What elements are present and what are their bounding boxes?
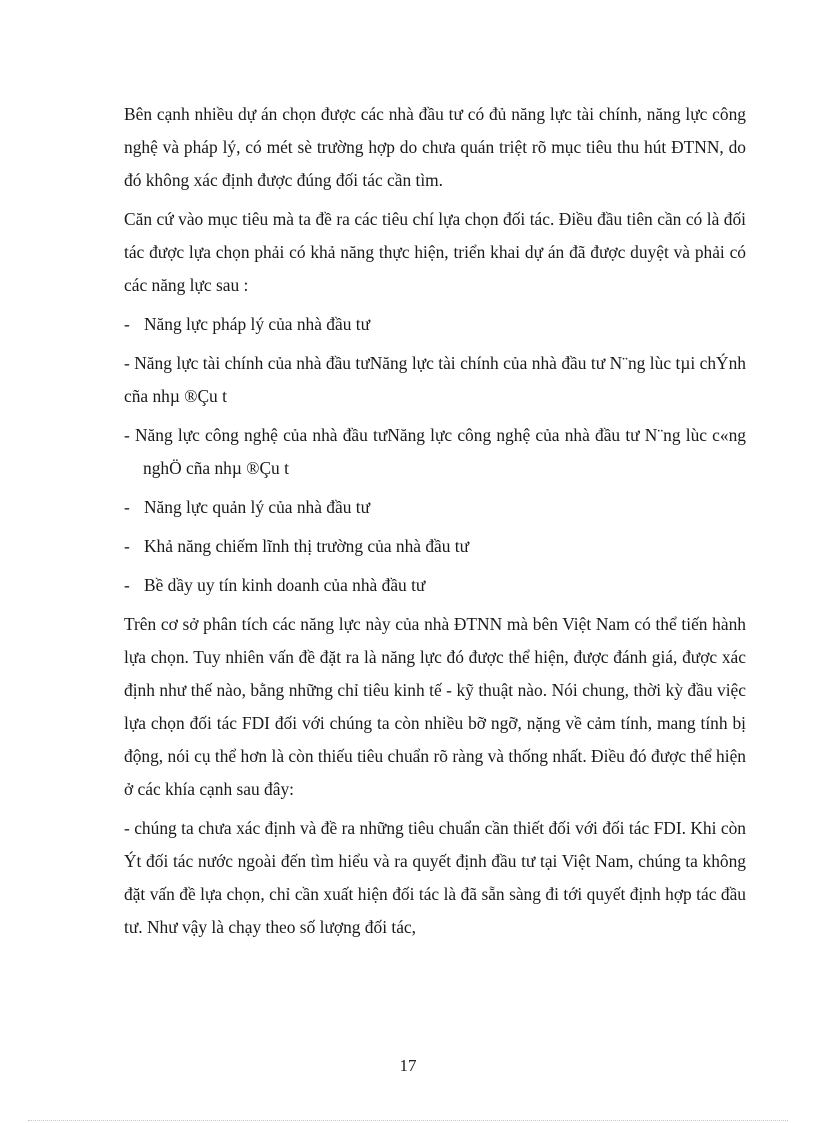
list-item: - Năng lực tài chính của nhà đầu tưNăng lực tài chính của nhà đầu tư N¨ng lùc tµi chÝnh cña nhµ ®Çu t: [124, 353, 746, 406]
list-item: - Năng lực công nghệ của nhà đầu tưNăng lực công nghệ của nhà đầu tư N¨ng lùc c«ng nghÖ cña nhµ ®Çu t: [124, 425, 746, 478]
list-item: [124, 530, 746, 563]
dash-marker: -: [124, 314, 130, 334]
dash-marker: -: [124, 575, 130, 595]
list-item-text: Bề dầy uy tín kinh doanh của nhà đầu tư: [144, 575, 426, 595]
list-item: [124, 569, 746, 602]
dash-marker: -: [124, 497, 130, 517]
dash-marker: -: [124, 536, 130, 556]
list-item-text: Năng lực pháp lý của nhà đầu tư: [144, 314, 371, 334]
paragraph-4: - chúng ta chưa xác định và đề ra những tiêu chuẩn cần thiết đối với đối tác FDI. Khi còn Ýt đối tác nước ngoài đến tìm hiểu và ra quyết định đầu tư tại Việt Nam, chúng ta không đặt vấn đề lựa chọn, chỉ cần xuất hiện đối tác là đã sẵn sàng đi tới quyết định hợp tác đầu tư. Như vậy là chạy theo số lượng đối tác,: [124, 818, 746, 937]
page-bottom-divider: [28, 1120, 788, 1121]
list-item-text: Năng lực quản lý của nhà đầu tư: [144, 497, 371, 517]
paragraph-1: Bên cạnh nhiều dự án chọn được các nhà đầu tư có đủ năng lực tài chính, năng lực công nghệ và pháp lý, có mét sè trường hợp do chưa quán triệt rõ mục tiêu thu hút ĐTNN, do đó không xác định được đúng đối tác cần tìm.: [124, 104, 746, 190]
list-item: [124, 491, 746, 524]
paragraph-2: Căn cứ vào mục tiêu mà ta đề ra các tiêu chí lựa chọn đối tác. Điều đầu tiên cần có là đối tác được lựa chọn phải có khả năng thực hiện, triển khai dự án đã được duyệt và phải có các năng lực sau :: [124, 209, 746, 295]
list-item-text: Khả năng chiếm lĩnh thị trường của nhà đầu tư: [144, 536, 470, 556]
paragraph-3: Trên cơ sở phân tích các năng lực này của nhà ĐTNN mà bên Việt Nam có thể tiến hành lựa chọn. Tuy nhiên vấn đề đặt ra là năng lực đó được thể hiện, được đánh giá, được xác định như thế nào, bằng những chỉ tiêu kinh tế - kỹ thuật nào. Nói chung, thời kỳ đầu việc lựa chọn đối tác FDI đối với chúng ta còn nhiều bỡ ngỡ, nặng về cảm tính, mang tính bị động, nói cụ thể hơn là còn thiếu tiêu chuẩn rõ ràng và thống nhất. Điều đó được thể hiện ở các khía cạnh sau đây:: [124, 614, 746, 799]
list-item: [124, 308, 746, 341]
page-number: 17: [399, 1056, 417, 1075]
page-body: [124, 98, 746, 950]
